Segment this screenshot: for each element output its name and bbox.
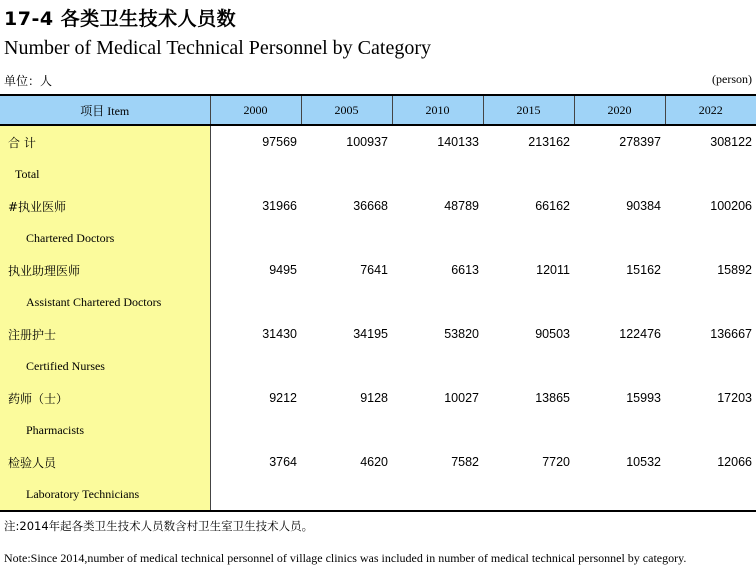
header-year: 2000 — [210, 95, 301, 125]
header-year: 2005 — [301, 95, 392, 125]
footnote-en: Note:Since 2014,number of medical technical personnel of village clinics was included in number of medical technical personnel by category. — [4, 551, 687, 565]
row-value: 13865 — [535, 391, 570, 405]
table-row — [0, 222, 756, 254]
table-row — [0, 190, 756, 222]
row-value: 4620 — [360, 455, 388, 469]
row-value: 7582 — [451, 455, 479, 469]
row-value: 100206 — [710, 199, 752, 213]
unit-label-en: (person) — [712, 72, 752, 86]
header-row — [0, 95, 756, 125]
row-label-cn: 检验人员 — [0, 446, 210, 478]
row-value: 213162 — [528, 135, 570, 149]
table-row — [0, 158, 756, 190]
unit-label-cn: 单位：人 — [4, 74, 53, 88]
table-row — [0, 318, 756, 350]
table-title-en: Number of Medical Technical Personnel by Category — [4, 37, 431, 59]
personnel-table — [0, 94, 756, 512]
row-value: 9495 — [269, 263, 297, 277]
row-label-en: Certified Nurses — [0, 350, 210, 382]
row-label-cn: #执业医师 — [0, 190, 210, 222]
table-title-cn: 17-4 各类卫生技术人员数 — [4, 8, 237, 30]
row-value: 10027 — [444, 391, 479, 405]
row-value: 15162 — [626, 263, 661, 277]
row-value: 15993 — [626, 391, 661, 405]
row-value: 97569 — [262, 135, 297, 149]
row-value: 136667 — [710, 327, 752, 341]
row-value: 31966 — [262, 199, 297, 213]
row-value: 36668 — [353, 199, 388, 213]
header-year: 2015 — [483, 95, 574, 125]
row-label-cn: 药师（士） — [0, 382, 210, 414]
table-row — [0, 125, 756, 158]
row-value: 17203 — [717, 391, 752, 405]
row-label-en: Total — [0, 158, 210, 190]
row-value: 31430 — [262, 327, 297, 341]
header-item: 项目 Item — [0, 95, 210, 125]
row-value: 100937 — [346, 135, 388, 149]
row-label-en: Assistant Chartered Doctors — [0, 286, 210, 318]
header-year: 2020 — [574, 95, 665, 125]
row-value: 90503 — [535, 327, 570, 341]
row-value: 122476 — [619, 327, 661, 341]
row-label-cn: 合 计 — [0, 125, 210, 158]
row-value: 10532 — [626, 455, 661, 469]
header-year: 2022 — [665, 95, 756, 125]
row-value: 308122 — [710, 135, 752, 149]
row-value: 7720 — [542, 455, 570, 469]
row-value: 48789 — [444, 199, 479, 213]
row-value: 66162 — [535, 199, 570, 213]
row-value: 53820 — [444, 327, 479, 341]
row-label-en: Pharmacists — [0, 414, 210, 446]
row-value: 34195 — [353, 327, 388, 341]
row-value: 9212 — [269, 391, 297, 405]
row-value: 15892 — [717, 263, 752, 277]
header-year: 2010 — [392, 95, 483, 125]
row-label-en: Chartered Doctors — [0, 222, 210, 254]
row-value: 12066 — [717, 455, 752, 469]
table-row — [0, 350, 756, 382]
row-value: 12011 — [536, 263, 570, 277]
footnote-cn: 注:2014年起各类卫生技术人员数含村卫生室卫生技术人员。 — [4, 519, 314, 533]
table-row — [0, 446, 756, 478]
table-row — [0, 478, 756, 511]
row-value: 278397 — [619, 135, 661, 149]
row-value: 140133 — [437, 135, 479, 149]
table-row — [0, 254, 756, 286]
table-row — [0, 382, 756, 414]
row-label-cn: 执业助理医师 — [0, 254, 210, 286]
table-row — [0, 414, 756, 446]
table-row — [0, 286, 756, 318]
row-value: 3764 — [269, 455, 297, 469]
row-value: 90384 — [626, 199, 661, 213]
row-value: 9128 — [360, 391, 388, 405]
row-label-cn: 注册护士 — [0, 318, 210, 350]
row-label-en: Laboratory Technicians — [0, 478, 210, 511]
row-value: 6613 — [451, 263, 479, 277]
row-value: 7641 — [360, 263, 388, 277]
